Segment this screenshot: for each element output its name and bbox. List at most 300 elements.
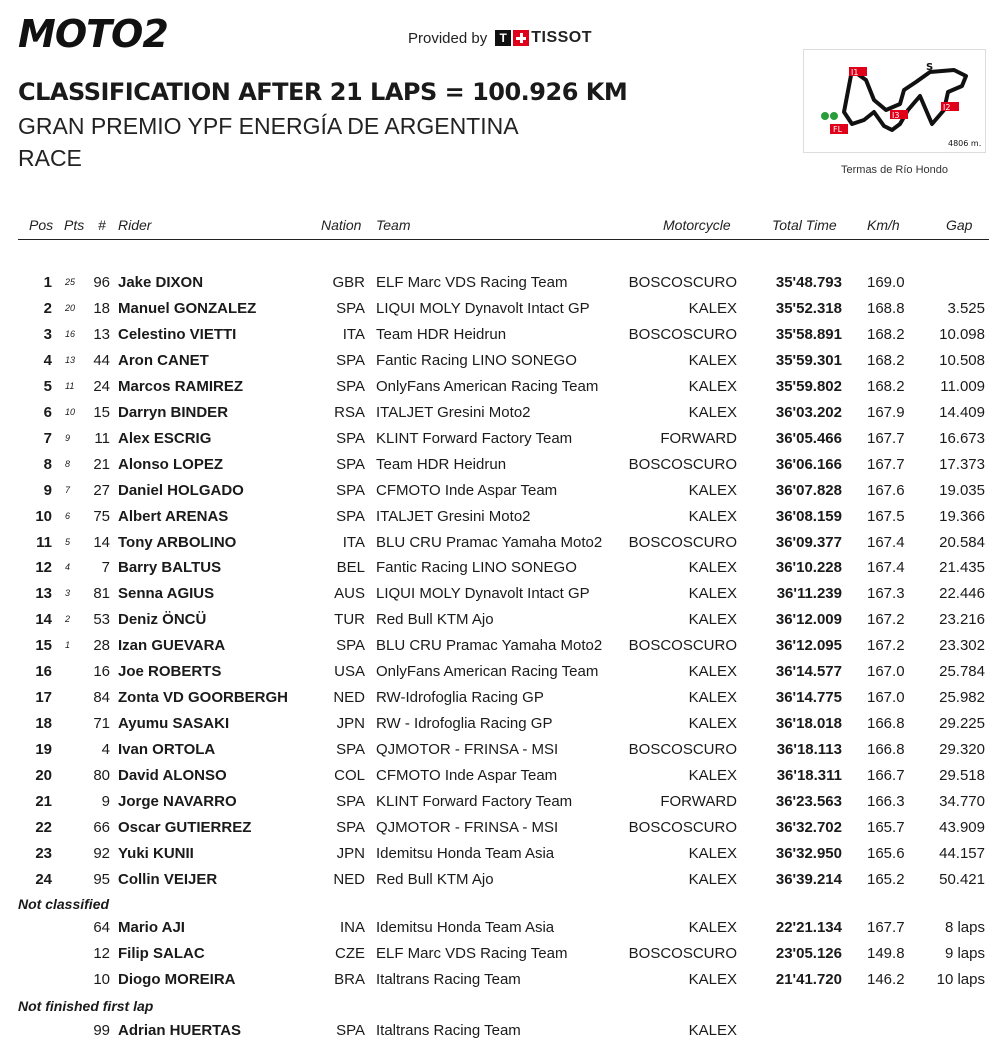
speed-kmh: 149.8 xyxy=(867,945,905,962)
table-row xyxy=(0,456,1006,478)
gap: 25.784 xyxy=(939,663,985,680)
gap: 14.409 xyxy=(939,404,985,421)
team-name: ELF Marc VDS Racing Team xyxy=(376,945,568,962)
rider-name: Manuel GONZALEZ xyxy=(118,300,257,317)
classification-title: CLASSIFICATION AFTER 21 LAPS = 100.926 KM xyxy=(18,78,628,106)
speed-kmh: 167.7 xyxy=(867,456,905,473)
position: 7 xyxy=(43,430,52,447)
rider-number: 24 xyxy=(93,378,110,395)
rider-name: Filip SALAC xyxy=(118,945,205,962)
nation: JPN xyxy=(336,845,365,862)
position: 17 xyxy=(35,689,52,706)
start-light-icon xyxy=(821,112,829,120)
speed-kmh: 169.0 xyxy=(867,274,905,291)
not-finished-heading: Not finished first lap xyxy=(18,998,154,1014)
rider-number: 18 xyxy=(93,300,110,317)
rider-number: 15 xyxy=(93,404,110,421)
rider-name: Albert ARENAS xyxy=(118,508,229,525)
nation: JPN xyxy=(336,715,365,732)
circuit-map xyxy=(803,49,986,153)
position: 11 xyxy=(36,534,52,551)
rider-number: 14 xyxy=(93,534,110,551)
table-row xyxy=(0,715,1006,737)
total-time: 36'23.563 xyxy=(775,793,842,810)
table-row xyxy=(0,274,1006,296)
position: 6 xyxy=(43,404,52,421)
motorcycle: BOSCOSCURO xyxy=(628,326,737,343)
speed-kmh: 165.7 xyxy=(867,819,905,836)
rider-name: Zonta VD GOORBERGH xyxy=(118,689,289,706)
speed-kmh: 168.8 xyxy=(867,300,905,317)
points: 25 xyxy=(65,277,76,287)
team-name: Fantic Racing LINO SONEGO xyxy=(376,352,577,369)
position: 5 xyxy=(43,378,52,395)
tissot-t-icon: T xyxy=(495,30,511,46)
points: 4 xyxy=(65,562,71,572)
team-name: QJMOTOR - FRINSA - MSI xyxy=(376,741,559,758)
motorcycle: KALEX xyxy=(688,482,737,499)
moto2-logo: MOTO2 xyxy=(18,12,168,56)
nation: USA xyxy=(334,663,365,680)
table-row xyxy=(0,663,1006,685)
team-name: OnlyFans American Racing Team xyxy=(376,663,599,680)
total-time: 36'03.202 xyxy=(775,404,842,421)
speed-kmh: 166.7 xyxy=(867,767,905,784)
speed-kmh: 167.9 xyxy=(867,404,905,421)
motorcycle: KALEX xyxy=(688,715,737,732)
col-gap: Gap xyxy=(946,217,973,233)
nation: SPA xyxy=(336,378,365,395)
total-time: 36'08.159 xyxy=(775,508,842,525)
motorcycle: KALEX xyxy=(688,300,737,317)
nation: RSA xyxy=(334,404,365,421)
position: 8 xyxy=(43,456,52,473)
rider-name: Barry BALTUS xyxy=(118,559,222,576)
rider-number: 75 xyxy=(93,508,110,525)
gap: 10.508 xyxy=(939,352,985,369)
nation: SPA xyxy=(336,456,365,473)
team-name: Team HDR Heidrun xyxy=(376,326,507,343)
motorcycle: KALEX xyxy=(688,404,737,421)
rider-name: Jorge NAVARRO xyxy=(118,793,237,810)
nation: CZE xyxy=(335,945,365,962)
team-name: ITALJET Gresini Moto2 xyxy=(376,508,531,525)
gap: 50.421 xyxy=(939,871,985,888)
col-pos: Pos xyxy=(29,217,54,233)
gap: 19.035 xyxy=(939,482,985,499)
speed-kmh: 167.7 xyxy=(867,919,905,936)
motorcycle: KALEX xyxy=(688,663,737,680)
total-time: 35'48.793 xyxy=(775,274,842,291)
table-row xyxy=(0,534,1006,556)
nation: SPA xyxy=(336,1022,365,1039)
team-name: ITALJET Gresini Moto2 xyxy=(376,404,531,421)
total-time: 36'05.466 xyxy=(775,430,842,447)
sector-i1-label: I1 xyxy=(851,68,859,77)
table-row xyxy=(0,1022,1006,1044)
team-name: Team HDR Heidrun xyxy=(376,456,507,473)
finish-line-label: FL xyxy=(833,125,843,134)
rider-number: 12 xyxy=(93,945,110,962)
team-name: Fantic Racing LINO SONEGO xyxy=(376,559,577,576)
total-time: 36'14.577 xyxy=(775,663,842,680)
rider-name: Aron CANET xyxy=(118,352,209,369)
rider-number: 71 xyxy=(93,715,110,732)
nation: NED xyxy=(333,689,365,706)
table-row xyxy=(0,971,1006,993)
rider-number: 80 xyxy=(93,767,110,784)
total-time: 36'12.095 xyxy=(775,637,842,654)
motorcycle: BOSCOSCURO xyxy=(628,945,737,962)
circuit-name: Termas de Río Hondo xyxy=(841,164,948,176)
track-length: 4806 m. xyxy=(948,139,982,148)
total-time: 23'05.126 xyxy=(775,945,842,962)
session-name: RACE xyxy=(18,145,82,171)
position: 16 xyxy=(35,663,52,680)
gap: 23.216 xyxy=(939,611,985,628)
nation: SPA xyxy=(336,637,365,654)
motorcycle: KALEX xyxy=(688,871,737,888)
rider-name: Celestino VIETTI xyxy=(118,326,237,343)
event-name: GRAN PREMIO YPF ENERGÍA DE ARGENTINA xyxy=(18,113,519,139)
motorcycle: KALEX xyxy=(688,559,737,576)
rider-name: Tony ARBOLINO xyxy=(118,534,237,551)
position: 12 xyxy=(35,559,52,576)
total-time: 35'59.301 xyxy=(775,352,842,369)
rider-number: 44 xyxy=(93,352,110,369)
rider-name: Diogo MOREIRA xyxy=(118,971,236,988)
table-row xyxy=(0,637,1006,659)
speed-kmh: 167.4 xyxy=(867,559,905,576)
speed-kmh: 168.2 xyxy=(867,326,905,343)
nation: COL xyxy=(334,767,365,784)
gap: 22.446 xyxy=(939,585,985,602)
total-time: 22'21.134 xyxy=(775,919,842,936)
motorcycle: KALEX xyxy=(688,585,737,602)
position: 23 xyxy=(35,845,52,862)
col-total-time: Total Time xyxy=(772,217,837,233)
rider-name: Ivan ORTOLA xyxy=(118,741,216,758)
nation: TUR xyxy=(334,611,365,628)
team-name: Italtrans Racing Team xyxy=(376,1022,521,1039)
team-name: LIQUI MOLY Dynavolt Intact GP xyxy=(376,300,590,317)
position: 13 xyxy=(35,585,52,602)
rider-number: 4 xyxy=(101,741,110,758)
points: 20 xyxy=(65,303,76,313)
rider-number: 27 xyxy=(93,482,110,499)
rider-number: 21 xyxy=(93,456,110,473)
table-row xyxy=(0,482,1006,504)
table-row xyxy=(0,404,1006,426)
position: 19 xyxy=(35,741,52,758)
provided-by xyxy=(408,29,592,47)
speed-kmh: 167.3 xyxy=(867,585,905,602)
position: 24 xyxy=(35,871,52,888)
total-time: 36'11.239 xyxy=(776,585,842,602)
motorcycle: KALEX xyxy=(688,845,737,862)
total-time: 36'10.228 xyxy=(775,559,842,576)
motorcycle: KALEX xyxy=(688,689,737,706)
table-row xyxy=(0,378,1006,400)
rider-name: David ALONSO xyxy=(118,767,227,784)
speed-kmh: 146.2 xyxy=(867,971,905,988)
nation: BRA xyxy=(334,971,365,988)
nation: SPA xyxy=(336,508,365,525)
total-time: 36'07.828 xyxy=(775,482,842,499)
speed-kmh: 166.8 xyxy=(867,741,905,758)
gap: 20.584 xyxy=(939,534,985,551)
table-row xyxy=(0,508,1006,530)
position: 15 xyxy=(35,637,52,654)
rider-number: 99 xyxy=(93,1022,110,1039)
table-row xyxy=(0,326,1006,348)
gap: 23.302 xyxy=(939,637,985,654)
rider-name: Izan GUEVARA xyxy=(118,637,226,654)
col-number: # xyxy=(98,217,106,233)
rider-number: 95 xyxy=(93,871,110,888)
gap: 29.518 xyxy=(939,767,985,784)
points: 11 xyxy=(65,381,75,391)
start-light-icon xyxy=(830,112,838,120)
total-time: 36'18.311 xyxy=(776,767,842,784)
position: 3 xyxy=(43,326,52,343)
points: 10 xyxy=(65,407,76,417)
nation: SPA xyxy=(336,300,365,317)
position: 22 xyxy=(35,819,52,836)
team-name: Idemitsu Honda Team Asia xyxy=(376,919,555,936)
col-pts: Pts xyxy=(64,217,85,233)
table-row xyxy=(0,689,1006,711)
total-time: 36'12.009 xyxy=(775,611,842,628)
motorcycle: KALEX xyxy=(688,971,737,988)
motorcycle: KALEX xyxy=(688,352,737,369)
points: 6 xyxy=(65,511,71,521)
points: 8 xyxy=(65,459,71,469)
team-name: RW - Idrofoglia Racing GP xyxy=(376,715,553,732)
speed-kmh: 166.8 xyxy=(867,715,905,732)
nation: INA xyxy=(339,919,365,936)
speed-kmh: 167.4 xyxy=(867,534,905,551)
total-time: 36'06.166 xyxy=(775,456,842,473)
speed-trap-label: S xyxy=(926,62,934,73)
table-row xyxy=(0,559,1006,581)
nation: GBR xyxy=(332,274,365,291)
rider-name: Collin VEIJER xyxy=(118,871,218,888)
rider-number: 9 xyxy=(101,793,110,810)
team-name: CFMOTO Inde Aspar Team xyxy=(376,482,558,499)
table-row xyxy=(0,767,1006,789)
rider-name: Adrian HUERTAS xyxy=(118,1022,242,1039)
team-name: Idemitsu Honda Team Asia xyxy=(376,845,555,862)
team-name: CFMOTO Inde Aspar Team xyxy=(376,767,558,784)
nation: SPA xyxy=(336,793,365,810)
table-row xyxy=(0,300,1006,322)
rider-number: 64 xyxy=(93,919,110,936)
rider-name: Marcos RAMIREZ xyxy=(118,378,244,395)
rider-number: 96 xyxy=(93,274,110,291)
total-time: 35'58.891 xyxy=(775,326,842,343)
gap: 34.770 xyxy=(939,793,985,810)
rider-number: 53 xyxy=(93,611,110,628)
nation: AUS xyxy=(334,585,365,602)
speed-kmh: 167.5 xyxy=(867,508,905,525)
total-time: 36'18.113 xyxy=(776,741,842,758)
gap: 16.673 xyxy=(939,430,985,447)
total-time: 36'32.702 xyxy=(775,819,842,836)
col-kmh: Km/h xyxy=(867,217,900,233)
total-time: 35'59.802 xyxy=(775,378,842,395)
points: 7 xyxy=(65,485,71,495)
points: 3 xyxy=(65,588,71,598)
speed-kmh: 167.6 xyxy=(867,482,905,499)
motorcycle: BOSCOSCURO xyxy=(628,819,737,836)
table-row xyxy=(0,845,1006,867)
position: 9 xyxy=(43,482,52,499)
motorcycle: KALEX xyxy=(688,378,737,395)
col-nation: Nation xyxy=(321,217,362,233)
position: 1 xyxy=(43,274,52,291)
team-name: RW-Idrofoglia Racing GP xyxy=(376,689,544,706)
gap: 25.982 xyxy=(939,689,985,706)
nation: NED xyxy=(333,871,365,888)
gap: 19.366 xyxy=(939,508,985,525)
col-rider: Rider xyxy=(118,217,152,233)
total-time: 36'39.214 xyxy=(775,871,842,888)
gap: 44.157 xyxy=(939,845,985,862)
position: 20 xyxy=(35,767,52,784)
speed-kmh: 168.2 xyxy=(867,378,905,395)
motorcycle: KALEX xyxy=(688,767,737,784)
gap: 29.225 xyxy=(939,715,985,732)
rider-number: 28 xyxy=(93,637,110,654)
speed-kmh: 167.7 xyxy=(867,430,905,447)
motorcycle: FORWARD xyxy=(660,430,737,447)
table-row xyxy=(0,352,1006,374)
table-row xyxy=(0,793,1006,815)
nation: BEL xyxy=(336,559,365,576)
rider-number: 66 xyxy=(93,819,110,836)
points: 5 xyxy=(65,537,71,547)
motorcycle: FORWARD xyxy=(660,793,737,810)
team-name: KLINT Forward Factory Team xyxy=(376,430,573,447)
sector-i3-label: I3 xyxy=(892,111,900,120)
total-time: 36'18.018 xyxy=(775,715,842,732)
speed-kmh: 168.2 xyxy=(867,352,905,369)
rider-number: 10 xyxy=(93,971,110,988)
rider-name: Senna AGIUS xyxy=(118,585,215,602)
gap: 17.373 xyxy=(939,456,985,473)
gap: 10.098 xyxy=(939,326,985,343)
sector-i2-label: I2 xyxy=(943,103,951,112)
rider-number: 92 xyxy=(93,845,110,862)
total-time: 36'14.775 xyxy=(775,689,842,706)
team-name: BLU CRU Pramac Yamaha Moto2 xyxy=(376,637,603,654)
position: 4 xyxy=(43,352,52,369)
motorcycle: KALEX xyxy=(688,919,737,936)
rider-name: Jake DIXON xyxy=(118,274,204,291)
position: 2 xyxy=(43,300,52,317)
rider-name: Darryn BINDER xyxy=(118,404,229,421)
rider-name: Deniz ÖNCÜ xyxy=(118,611,207,628)
rider-number: 13 xyxy=(93,326,110,343)
tissot-logo xyxy=(495,29,592,47)
rider-name: Mario AJI xyxy=(118,919,185,936)
rider-name: Alonso LOPEZ xyxy=(118,456,223,473)
motorcycle: BOSCOSCURO xyxy=(628,274,737,291)
gap: 21.435 xyxy=(939,559,985,576)
points: 16 xyxy=(65,329,76,339)
points: 13 xyxy=(65,355,76,365)
total-time: 21'41.720 xyxy=(775,971,842,988)
motorcycle: BOSCOSCURO xyxy=(628,534,737,551)
gap: 3.525 xyxy=(947,300,985,317)
motorcycle: KALEX xyxy=(688,1022,737,1039)
table-row xyxy=(0,611,1006,633)
rider-name: Ayumu SASAKI xyxy=(118,715,230,732)
team-name: QJMOTOR - FRINSA - MSI xyxy=(376,819,559,836)
team-name: ELF Marc VDS Racing Team xyxy=(376,274,568,291)
speed-kmh: 165.6 xyxy=(867,845,905,862)
gap: 11.009 xyxy=(940,378,985,395)
motorcycle: KALEX xyxy=(688,611,737,628)
speed-kmh: 167.2 xyxy=(867,637,905,654)
sponsor-name: TISSOT xyxy=(531,29,592,46)
swiss-cross-icon xyxy=(513,30,529,46)
table-row xyxy=(0,919,1006,941)
gap: 10 laps xyxy=(936,971,985,988)
speed-kmh: 167.0 xyxy=(867,689,905,706)
team-name: Red Bull KTM Ajo xyxy=(376,871,494,888)
nation: SPA xyxy=(336,482,365,499)
team-name: Red Bull KTM Ajo xyxy=(376,611,494,628)
position: 21 xyxy=(35,793,52,810)
rider-number: 11 xyxy=(94,430,110,447)
table-row xyxy=(0,741,1006,763)
gap: 9 laps xyxy=(944,945,985,962)
points: 9 xyxy=(65,433,71,443)
speed-kmh: 167.0 xyxy=(867,663,905,680)
motorcycle: BOSCOSCURO xyxy=(628,456,737,473)
table-row xyxy=(0,871,1006,893)
motorcycle: BOSCOSCURO xyxy=(628,741,737,758)
team-name: Italtrans Racing Team xyxy=(376,971,521,988)
gap: 43.909 xyxy=(939,819,985,836)
total-time: 36'32.950 xyxy=(775,845,842,862)
nation: ITA xyxy=(342,326,365,343)
table-row xyxy=(0,945,1006,967)
provided-by-label: Provided by xyxy=(408,29,488,47)
rider-name: Daniel HOLGADO xyxy=(118,482,244,499)
position: 10 xyxy=(35,508,52,525)
position: 14 xyxy=(35,611,52,628)
total-time: 35'52.318 xyxy=(775,300,842,317)
nation: SPA xyxy=(336,352,365,369)
table-row xyxy=(0,430,1006,452)
speed-kmh: 167.2 xyxy=(867,611,905,628)
team-name: OnlyFans American Racing Team xyxy=(376,378,599,395)
team-name: BLU CRU Pramac Yamaha Moto2 xyxy=(376,534,603,551)
nation: SPA xyxy=(336,430,365,447)
table-row xyxy=(0,819,1006,841)
nation: SPA xyxy=(336,741,365,758)
rider-number: 81 xyxy=(93,585,110,602)
track-layout-icon xyxy=(804,50,985,152)
rider-number: 7 xyxy=(101,559,110,576)
speed-kmh: 166.3 xyxy=(867,793,905,810)
nation: ITA xyxy=(342,534,365,551)
rider-name: Joe ROBERTS xyxy=(118,663,222,680)
rider-name: Yuki KUNII xyxy=(118,845,194,862)
